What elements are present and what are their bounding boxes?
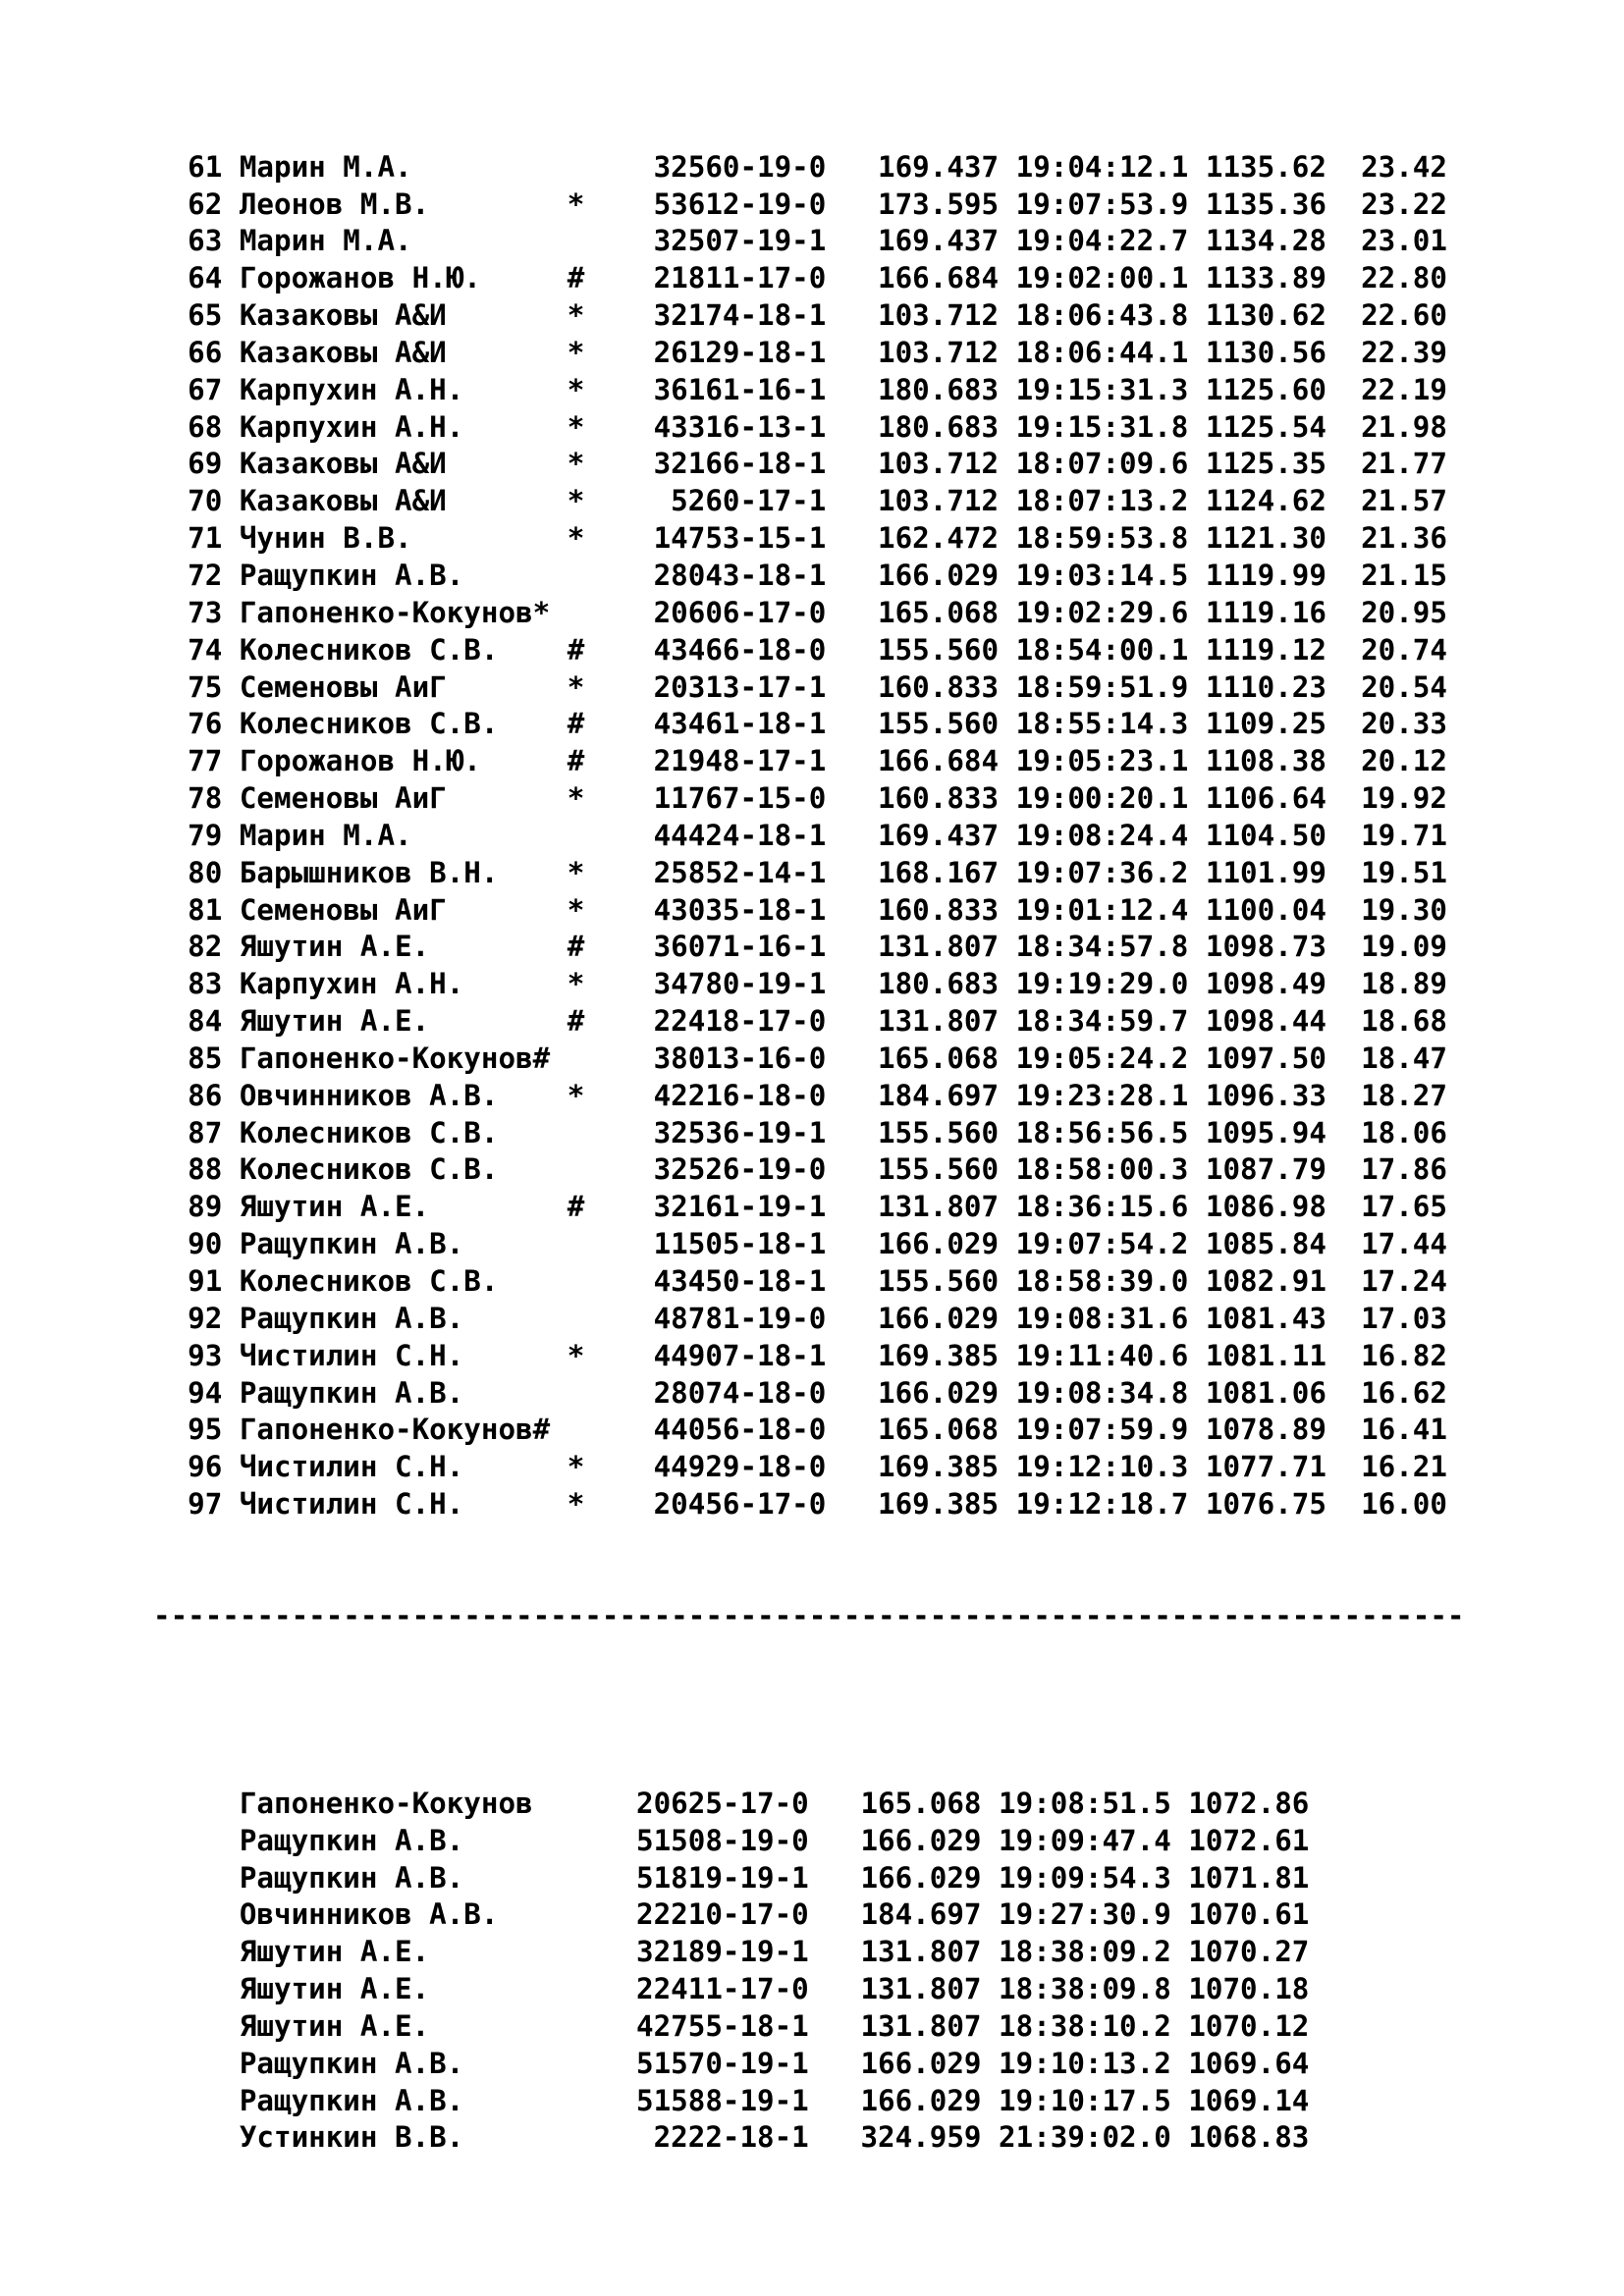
separator-line: ---------------------------------------------------------------------------- <box>153 1598 1465 1632</box>
result-row: 68 Карпухин А.Н. * 43316-13-1 180.683 19:15:31.8 1125.54 21.98 <box>153 409 1447 444</box>
result-row: 62 Леонов М.В. * 53612-19-0 173.595 19:07:53.9 1135.36 23.22 <box>153 187 1447 221</box>
result-row: 77 Горожанов Н.Ю. # 21948-17-1 166.684 19:05:23.1 1108.38 20.12 <box>153 744 1447 778</box>
result-row: 67 Карпухин А.Н. * 36161-16-1 180.683 19:15:31.3 1125.60 22.19 <box>153 372 1447 406</box>
result-row: 96 Чистилин С.Н. * 44929-18-0 169.385 19:12:10.3 1077.71 16.21 <box>153 1450 1447 1484</box>
result-row: 91 Колесников С.В. 43450-18-1 155.560 18:58:39.0 1082.91 17.24 <box>153 1264 1447 1298</box>
extra-result-row: Яшутин А.Е. 22411-17-0 131.807 18:38:09.8 1070.18 <box>153 1972 1310 2006</box>
result-row: 71 Чунин В.В. * 14753-15-1 162.472 18:59:53.8 1121.30 21.36 <box>153 521 1447 556</box>
extra-result-row: Овчинников А.В. 22210-17-0 184.697 19:27:30.9 1070.61 <box>153 1897 1310 1932</box>
separator-gap <box>153 1709 1465 1711</box>
unranked-results-list <box>153 1786 1465 2157</box>
result-row: 85 Гапоненко-Кокунов# 38013-16-0 165.068 19:05:24.2 1097.50 18.47 <box>153 1041 1447 1075</box>
extra-result-row: Яшутин А.Е. 42755-18-1 131.807 18:38:10.2 1070.12 <box>153 2008 1310 2043</box>
result-row: 86 Овчинников А.В. * 42216-18-0 184.697 19:23:28.1 1096.33 18.27 <box>153 1078 1447 1112</box>
result-row: 65 Казаковы А&И * 32174-18-1 103.712 18:06:43.8 1130.62 22.60 <box>153 298 1447 333</box>
result-row: 63 Марин М.А. 32507-19-1 169.437 19:04:22.7 1134.28 23.01 <box>153 224 1447 258</box>
result-row: 82 Яшутин А.Е. # 36071-16-1 131.807 18:34:57.8 1098.73 19.09 <box>153 930 1447 964</box>
result-row: 64 Горожанов Н.Ю. # 21811-17-0 166.684 19:02:00.1 1133.89 22.80 <box>153 261 1447 295</box>
result-row: 73 Гапоненко-Кокунов* 20606-17-0 165.068 19:02:29.6 1119.16 20.95 <box>153 595 1447 629</box>
result-row: 93 Чистилин С.Н. * 44907-18-1 169.385 19:11:40.6 1081.11 16.82 <box>153 1338 1447 1372</box>
result-row: 95 Гапоненко-Кокунов# 44056-18-0 165.068 19:07:59.9 1078.89 16.41 <box>153 1413 1447 1447</box>
result-row: 61 Марин М.А. 32560-19-0 169.437 19:04:12.1 1135.62 23.42 <box>153 149 1447 184</box>
result-row: 81 Семеновы АиГ * 43035-18-1 160.833 19:01:12.4 1100.04 19.30 <box>153 892 1447 927</box>
result-row: 84 Яшутин А.Е. # 22418-17-0 131.807 18:34:59.7 1098.44 18.68 <box>153 1004 1447 1039</box>
result-row: 90 Ращупкин А.В. 11505-18-1 166.029 19:07:54.2 1085.84 17.44 <box>153 1227 1447 1261</box>
result-row: 66 Казаковы А&И * 26129-18-1 103.712 18:06:44.1 1130.56 22.39 <box>153 335 1447 369</box>
result-row: 74 Колесников С.В. # 43466-18-0 155.560 18:54:00.1 1119.12 20.74 <box>153 632 1447 667</box>
result-row: 80 Барышников В.Н. * 25852-14-1 168.167 19:07:36.2 1101.99 19.51 <box>153 855 1447 889</box>
ranked-results-list <box>153 149 1465 1523</box>
result-row: 69 Казаковы А&И * 32166-18-1 103.712 18:07:09.6 1125.35 21.77 <box>153 447 1447 481</box>
result-row: 78 Семеновы АиГ * 11767-15-0 160.833 19:00:20.1 1106.64 19.92 <box>153 781 1447 816</box>
result-row: 89 Яшутин А.Е. # 32161-19-1 131.807 18:36:15.6 1086.98 17.65 <box>153 1190 1447 1224</box>
result-row: 83 Карпухин А.Н. * 34780-19-1 180.683 19:19:29.0 1098.49 18.89 <box>153 967 1447 1001</box>
result-row: 97 Чистилин С.Н. * 20456-17-0 169.385 19:12:18.7 1076.75 16.00 <box>153 1487 1447 1522</box>
result-row: 92 Ращупкин А.В. 48781-19-0 166.029 19:08:31.6 1081.43 17.03 <box>153 1301 1447 1335</box>
extra-result-row: Ращупкин А.В. 51508-19-0 166.029 19:09:47.4 1072.61 <box>153 1823 1310 1857</box>
result-row: 87 Колесников С.В. 32536-19-1 155.560 18:56:56.5 1095.94 18.06 <box>153 1115 1447 1149</box>
result-row: 70 Казаковы А&И * 5260-17-1 103.712 18:07:13.2 1124.62 21.57 <box>153 484 1447 518</box>
result-row: 94 Ращупкин А.В. 28074-18-0 166.029 19:08:34.8 1081.06 16.62 <box>153 1375 1447 1410</box>
extra-result-row: Ращупкин А.В. 51588-19-1 166.029 19:10:17.5 1069.14 <box>153 2083 1310 2117</box>
extra-result-row: Ращупкин А.В. 51570-19-1 166.029 19:10:13.2 1069.64 <box>153 2046 1310 2080</box>
extra-result-row: Гапоненко-Кокунов 20625-17-0 165.068 19:08:51.5 1072.86 <box>153 1786 1310 1820</box>
extra-result-row: Устинкин В.В. 2222-18-1 324.959 21:39:02.0 1068.83 <box>153 2120 1310 2155</box>
result-row: 75 Семеновы АиГ * 20313-17-1 160.833 18:59:51.9 1110.23 20.54 <box>153 669 1447 704</box>
result-row: 79 Марин М.А. 44424-18-1 169.437 19:08:24.4 1104.50 19.71 <box>153 818 1447 852</box>
extra-result-row: Яшутин А.Е. 32189-19-1 131.807 18:38:09.2 1070.27 <box>153 1935 1310 1969</box>
extra-result-row: Ращупкин А.В. 51819-19-1 166.029 19:09:54.3 1071.81 <box>153 1860 1310 1895</box>
result-row: 72 Ращупкин А.В. 28043-18-1 166.029 19:03:14.5 1119.99 21.15 <box>153 558 1447 592</box>
result-row: 88 Колесников С.В. 32526-19-0 155.560 18:58:00.3 1087.79 17.86 <box>153 1152 1447 1187</box>
result-row: 76 Колесников С.В. # 43461-18-1 155.560 18:55:14.3 1109.25 20.33 <box>153 707 1447 741</box>
results-document <box>153 75 1465 2194</box>
